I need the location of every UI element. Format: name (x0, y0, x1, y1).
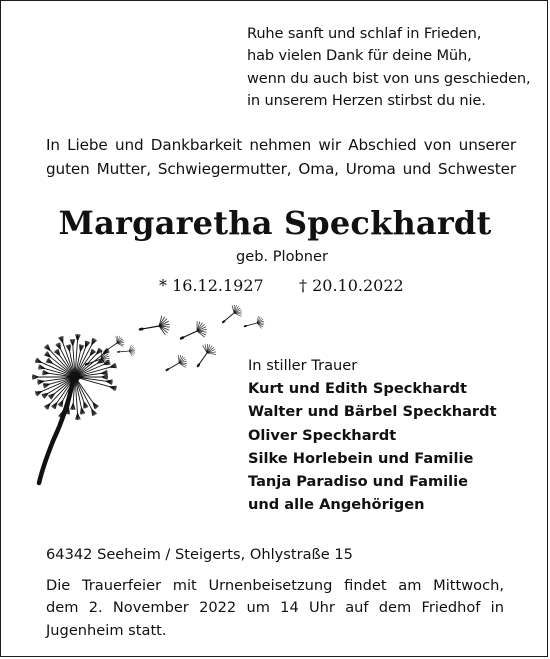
flying-seeds (82, 302, 266, 377)
funeral-line: Die Trauerfeier mit Urnenbeisetzung findet am Mittwoch, (46, 577, 504, 594)
birth-date: * 16.12.1927 (159, 276, 264, 295)
funeral-line: Jugenheim statt. (46, 621, 167, 639)
mourner-name: Oliver Speckhardt (248, 426, 397, 444)
poem-verse (247, 23, 537, 113)
mourner-name: und alle Angehörigen (248, 496, 425, 514)
mourner-name: Kurt und Edith Speckhardt (248, 380, 467, 398)
maiden-name: geb. Plobner (235, 248, 329, 265)
poem-line: wenn du auch bist von uns geschieden, (247, 69, 531, 87)
intro-line: guten Mutter, Schwiegermutter, Oma, Uroma und Schwester (46, 160, 516, 178)
death-date: † 20.10.2022 (299, 276, 404, 295)
dandelion-icon (29, 301, 279, 516)
poem-line: hab vielen Dank für deine Müh, (247, 47, 472, 65)
farewell-intro (46, 133, 516, 181)
dandelion-seed-head (32, 334, 117, 420)
poem-line: in unserem Herzen stirbst du nie. (247, 92, 486, 110)
deceased-name: Margaretha Speckhardt (58, 204, 492, 242)
mourner-name: Walter und Bärbel Speckhardt (248, 403, 497, 421)
intro-line: In Liebe und Dankbarkeit nehmen wir Abschied von unserer (46, 136, 516, 154)
funeral-info (46, 575, 504, 642)
mourner-name: Silke Horlebein und Familie (248, 449, 474, 467)
mourners-block (248, 354, 538, 516)
mourners-heading: In stiller Trauer (248, 357, 358, 374)
funeral-line: dem 2. November 2022 um 14 Uhr auf dem Friedhof in (46, 599, 504, 617)
mourner-name: Tanja Paradiso und Familie (248, 473, 469, 491)
poem-line: Ruhe sanft und schlaf in Frieden, (247, 25, 482, 42)
family-address: 64342 Seeheim / Steigerts, Ohlystraße 15 (46, 546, 353, 563)
